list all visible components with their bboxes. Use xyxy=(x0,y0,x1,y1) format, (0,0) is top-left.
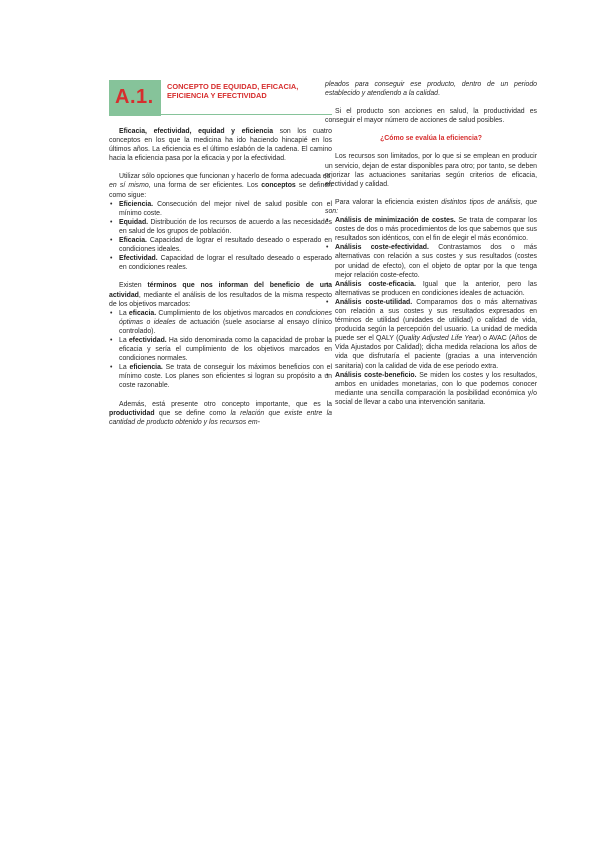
list-item xyxy=(109,254,332,272)
text: Cumplimiento de los objetivos marcados en xyxy=(156,309,296,317)
term: Efectividad. xyxy=(119,255,158,263)
text: Existen xyxy=(119,282,148,290)
header-divider xyxy=(161,114,332,115)
left-column xyxy=(109,127,332,427)
italic-text: en sí mismo xyxy=(109,182,149,190)
text: de actuación (suele asociarse al ensayo clínico controlado). xyxy=(119,318,333,335)
definition: Contrastamos dos o más alternativas con relación a sus costes y sus resultados (costes por unidad de efecto), con el objeto de optar por la que tenga mejor relación coste-efecto. xyxy=(335,244,537,279)
list-item xyxy=(325,298,537,371)
term: Análisis de minimización de costes. xyxy=(335,217,456,225)
intro-paragraph xyxy=(109,127,332,163)
term: eficiencia. xyxy=(129,364,163,372)
bold-text: productividad xyxy=(109,409,155,417)
text: Además, está presente otro concepto importante, que es la xyxy=(119,400,332,408)
term: Análisis coste-utilidad. xyxy=(335,298,413,306)
definition: Capacidad de lograr el resultado deseado o esperado en condiciones reales. xyxy=(119,255,332,272)
definition: Comparamos dos o más alternativas con relación a sus costes y sus resultados expresados en términos de utilidad (unidades de utilidad) o calidad de vida, producida según la percepción del usuario. La unidad de medida puede ser el QALY ( xyxy=(335,298,537,343)
italic-text: Quality Adjusted Life Year xyxy=(398,335,479,343)
definition: Distribución de los recursos de acuerdo a las necesidades en salud de los grupos de población. xyxy=(119,218,332,235)
text: que se define como xyxy=(154,409,231,417)
list-item xyxy=(325,216,537,243)
list-item xyxy=(109,309,332,336)
resources-paragraph: Los recursos son limitados, por lo que si se emplean en producir un servicio, dejan de estar disponibles para otro; por tanto, se deben priorizar las actuaciones sanitarias según criterios de eficacia, efectividad y calidad. xyxy=(325,153,537,188)
term: eficacia. xyxy=(128,309,157,317)
analysis-list xyxy=(325,216,537,407)
bold-text: términos que nos informan del beneficio de una actividad xyxy=(109,282,332,299)
subheading: ¿Cómo se evalúa la eficiencia? xyxy=(380,135,482,143)
text: La xyxy=(119,309,129,317)
section-title: CONCEPTO DE EQUIDAD, EFICACIA, EFICIENCIA Y EFECTIVIDAD xyxy=(167,82,299,100)
definition: Igual que la anterior, pero las alternativas se producen en condiciones ideales de actuación. xyxy=(335,280,537,297)
section-badge xyxy=(109,80,161,116)
text: Se trata de conseguir los máximos beneficios con el mínimo coste. Los planes son eficientes si logran su propósito a un coste razonable. xyxy=(119,364,332,390)
text: se definen como sigue: xyxy=(109,182,332,199)
health-productivity-paragraph: Si el producto son acciones en salud, la productividad es conseguir el mayor número de acciones de salud posibles. xyxy=(325,108,537,125)
list-item xyxy=(325,280,537,298)
right-column xyxy=(325,80,537,407)
concepts-paragraph xyxy=(109,172,332,199)
definition: Se trata de comparar los costes de dos o más procedimientos de los que sabemos que sus resultados son idénticos, con el fin de elegir el más económico. xyxy=(335,217,537,243)
intro-bold: Eficacia, efectividad, equidad y eficiencia xyxy=(119,128,274,135)
list-item xyxy=(109,218,332,236)
terms-list xyxy=(109,309,332,391)
list-item xyxy=(109,200,332,218)
productivity-paragraph xyxy=(109,400,332,427)
term: Análisis coste-eficacia. xyxy=(335,280,416,288)
term: efectividad. xyxy=(128,336,167,344)
text: , una forma de ser eficientes. Los xyxy=(148,182,262,190)
italic-text: la relación que existe entre la cantidad de producto obtenido y los recursos em- xyxy=(109,409,332,426)
intro-text: son los cuatro conceptos en los que la medicina ha ido haciendo hincapié en los últimos años. La eficiencia es el último eslabón de la cadena. El camino hacia la eficiencia pasa por la eficacia y por la efectividad. xyxy=(109,128,332,163)
text: , mediante el análisis de los resultados de la misma respecto de los objetivos marcados: xyxy=(109,291,332,308)
bold-text: conceptos xyxy=(261,182,296,190)
text: Ha sido denominada como la capacidad de probar la eficacia y sería el cumplimiento de los objetivos marcados en condiciones normales. xyxy=(119,336,332,363)
italic-text: distintos tipos de análisis, que son: xyxy=(325,198,537,215)
analysis-intro-paragraph xyxy=(325,198,537,216)
term: Eficacia. xyxy=(119,237,147,245)
definition: Consecución del mejor nivel de salud posible con el mínimo coste. xyxy=(119,200,332,217)
section-header xyxy=(109,80,332,116)
italic-text: condiciones óptimas o ideales xyxy=(119,309,332,326)
list-item xyxy=(325,243,537,279)
term: Equidad. xyxy=(119,218,149,226)
list-item xyxy=(109,236,332,254)
term: Análisis coste-efectividad. xyxy=(335,244,429,252)
section-code: A.1. xyxy=(115,86,154,108)
term: Análisis coste-beneficio. xyxy=(335,371,417,379)
productivity-continued xyxy=(325,80,537,98)
definition: ) o AVAC (Años de Vida Ajustados por Calidad); dicha medida relaciona los años de vida que disfrutaría el paciente (gracias a una intervención sanitaria) con la calidad de vida de ese periodo extra. xyxy=(335,335,537,370)
definition: Capacidad de lograr el resultado deseado o esperado en condiciones ideales. xyxy=(119,237,332,254)
text: Utilizar sólo opciones que funcionan y hacerlo de forma adecuada es, xyxy=(119,173,332,181)
list-item xyxy=(109,336,332,363)
text: . xyxy=(438,90,440,98)
term: Eficiencia. xyxy=(119,200,154,208)
definition: Se miden los costes y los resultados, ambos en unidades monetarias, con lo que podemos conocer mediante una sencilla comparación la posibilidad económica y/o social de llevar a cabo una intervención sanitaria. xyxy=(335,371,538,406)
text: La xyxy=(119,336,129,344)
text: La xyxy=(119,364,130,372)
concepts-list xyxy=(109,200,332,273)
terms-paragraph xyxy=(109,281,332,308)
list-item xyxy=(325,371,537,407)
italic-text: pleados para conseguir ese producto, dentro de un periodo establecido y atendiendo a la calidad xyxy=(325,81,537,98)
list-item xyxy=(109,363,332,390)
text: Para valorar la eficiencia existen xyxy=(335,198,442,206)
